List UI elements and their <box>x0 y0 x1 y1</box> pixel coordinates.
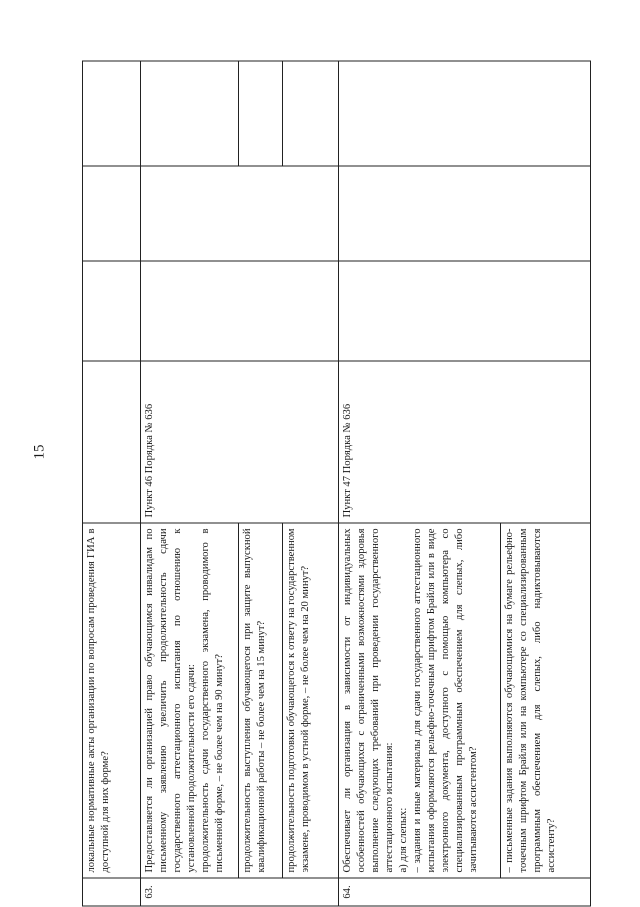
page-number: 15 <box>31 444 48 460</box>
question-cell: продолжительность подготовки обучающегося к ответу на государственном экзамене, проводимом в устной форме, – не более чем на 20 минут? <box>283 523 339 878</box>
note-cell <box>239 61 283 166</box>
question-cell <box>141 523 239 878</box>
checklist-table <box>82 61 591 907</box>
question-line: Обеспечивает ли организация в зависимости от индивидуальных особенностей обучающихся с ограниченными возможностями здоровья выполнение следующих требований при проведении государственного аттестационного испытания: <box>342 528 395 873</box>
answer-yes-cell <box>339 261 591 361</box>
answer-no-cell <box>83 166 141 261</box>
answer-yes-cell <box>141 261 339 361</box>
question-line: Предоставляется ли организацией право обучающимся инвалидам по письменному заявлению увеличить продолжительность сдачи государственного аттестационного испытания по отношению к установленной продолжительности его сдачи: <box>144 528 197 873</box>
question-line: продолжительность сдачи государственного экзамена, проводимого в письменной форме, – не более чем на 90 минут? <box>199 528 225 873</box>
table-row <box>339 61 501 906</box>
row-number: 64. <box>339 878 591 906</box>
answer-yes-cell <box>83 261 141 361</box>
question-cell: – письменные задания выполняются обучающимися на бумаге рельефно-точечным шрифтом Брайля или на компьютере со специализированным программным обеспечением для слепых, либо надиктовываются ассистенту? <box>501 523 591 878</box>
question-cell: локальные нормативные акты организации по вопросам проведения ГИА в доступной для них форме? <box>83 523 141 878</box>
row-number <box>83 878 141 906</box>
checklist-table-wrapper <box>82 62 590 907</box>
reference-cell: Пункт 47 Порядка № 636 <box>339 361 591 523</box>
table-row <box>141 61 239 906</box>
reference-cell <box>83 361 141 523</box>
question-cell: продолжительность выступления обучающегося при защите выпускной квалификационной работы – не более чем на 15 минут? <box>239 523 283 878</box>
note-cell <box>83 61 141 166</box>
question-line: а) для слепых: <box>397 807 409 873</box>
question-cell <box>339 523 501 878</box>
row-number: 63. <box>141 878 339 906</box>
answer-no-cell <box>141 166 339 261</box>
reference-cell: Пункт 46 Порядка № 636 <box>141 361 339 523</box>
note-cell <box>141 61 239 166</box>
answer-no-cell <box>339 166 591 261</box>
question-line: – задания и иные материалы для сдачи государственного аттестационного испытания оформляются рельефно-точечным шрифтом Брайля или в виде электронного документа, доступного с помощью компьютера со специализированным программным обеспечением для слепых, либо зачитываются ассистентом? <box>411 528 479 873</box>
note-cell <box>339 61 591 166</box>
note-cell <box>283 61 339 166</box>
table-row <box>83 61 141 906</box>
